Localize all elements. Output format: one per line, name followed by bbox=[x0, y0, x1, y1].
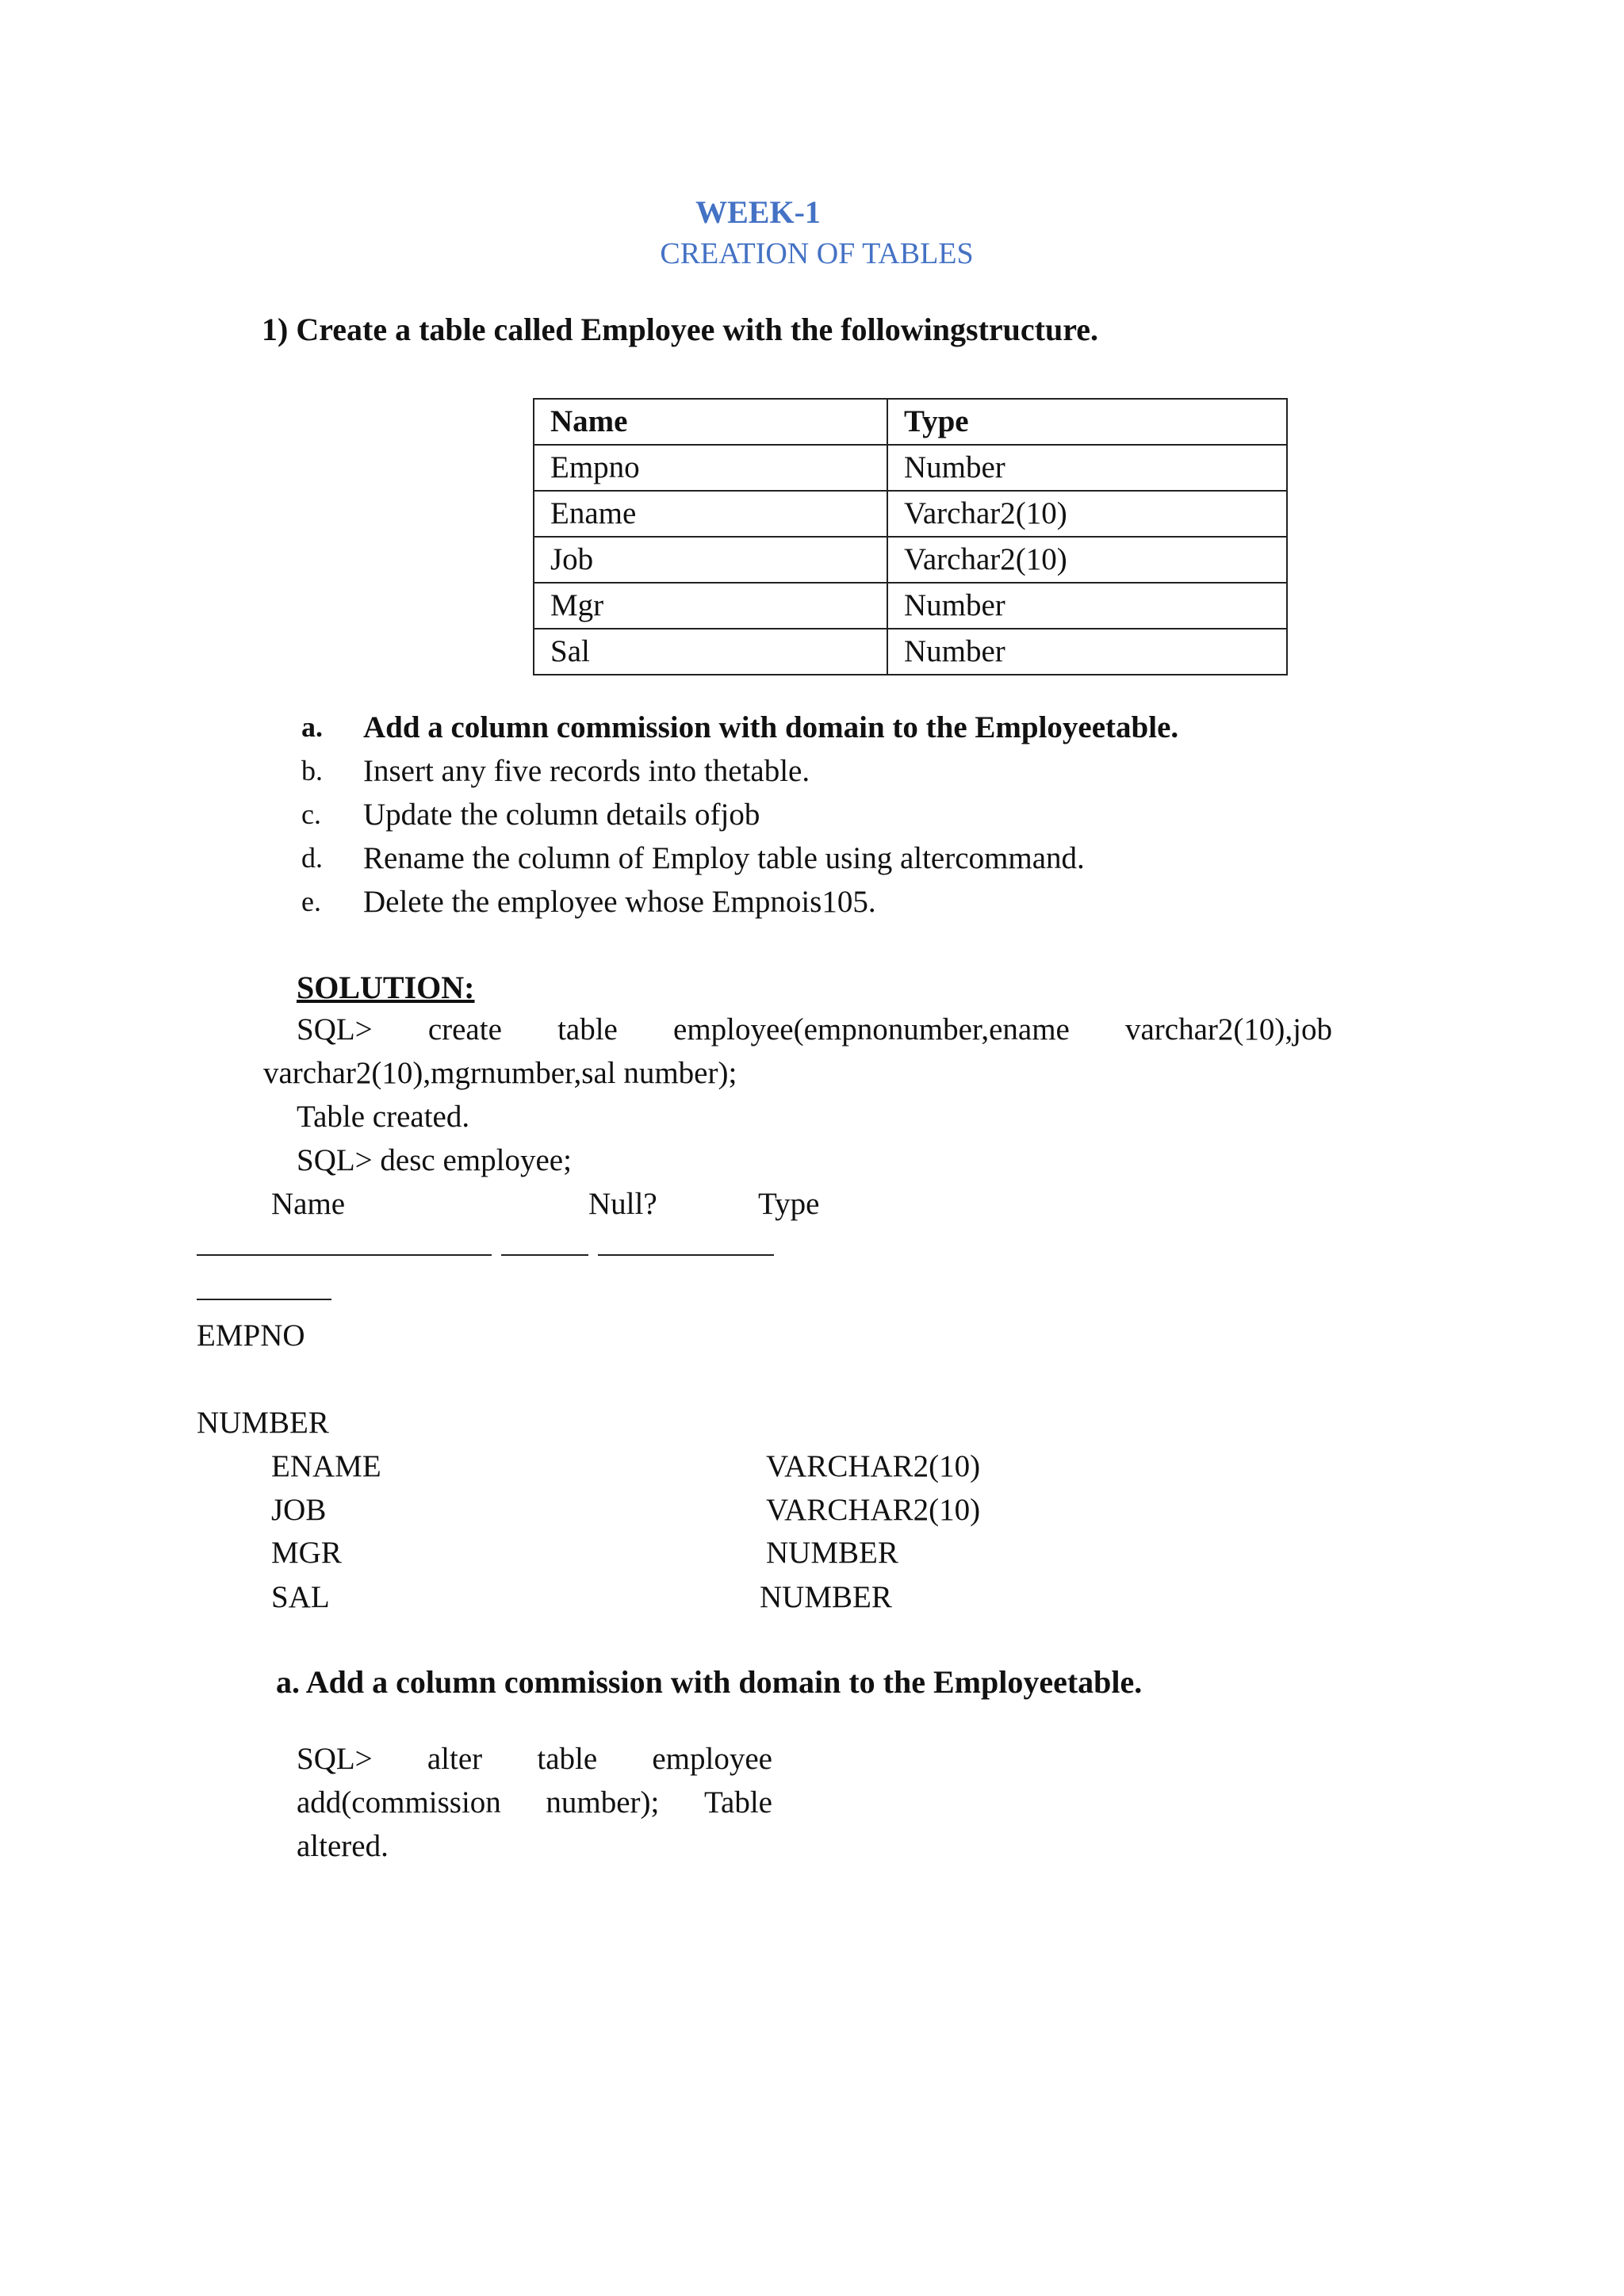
desc-row-name: MGR bbox=[271, 1536, 342, 1570]
table-row bbox=[534, 445, 1287, 491]
sql-desc-statement: SQL> desc employee; bbox=[297, 1143, 572, 1177]
sql-word: alter bbox=[427, 1742, 483, 1776]
task-list bbox=[301, 706, 1178, 924]
desc-row-type: NUMBER bbox=[197, 1406, 329, 1440]
part-a-heading: a. Add a column commission with domain to the Employeetable. bbox=[276, 1664, 1143, 1700]
list-item-text: Update the column details ofjob bbox=[363, 798, 760, 832]
table-header-row bbox=[534, 399, 1287, 445]
question-heading: 1) Create a table called Employee with the followingstructure. bbox=[262, 312, 1099, 347]
list-item-text: Add a column commission with domain to the Employeetable. bbox=[363, 710, 1179, 744]
list-marker: c. bbox=[301, 798, 321, 830]
sql-word: varchar2(10),job bbox=[1125, 1012, 1332, 1047]
list-item-text: Delete the employee whose Empnois105. bbox=[363, 885, 876, 919]
list-marker: e. bbox=[301, 886, 321, 917]
sql-alter-line-3: altered. bbox=[297, 1829, 389, 1863]
sql-alter-line-2 bbox=[297, 1785, 772, 1820]
desc-header-null: Null? bbox=[588, 1187, 657, 1221]
desc-row-name: EMPNO bbox=[197, 1318, 305, 1353]
list-item-text: Insert any five records into thetable. bbox=[363, 754, 810, 788]
desc-header-type: Type bbox=[758, 1187, 820, 1221]
desc-row-name: ENAME bbox=[271, 1449, 381, 1483]
list-item bbox=[301, 836, 1178, 880]
sql-word: number); bbox=[546, 1785, 660, 1820]
page-subtitle: CREATION OF TABLES bbox=[660, 237, 974, 270]
table-cell: Empno bbox=[534, 445, 887, 491]
dashed-rule bbox=[197, 1299, 331, 1300]
list-marker: a. bbox=[301, 711, 323, 743]
dashed-rule bbox=[598, 1254, 774, 1256]
page-title: WEEK-1 bbox=[695, 194, 821, 230]
table-cell: Job bbox=[534, 537, 887, 583]
table-cell: Number bbox=[887, 629, 1287, 675]
desc-row-name: SAL bbox=[271, 1580, 330, 1614]
sql-word: table bbox=[557, 1012, 618, 1047]
list-marker: d. bbox=[301, 842, 323, 874]
desc-row-type: NUMBER bbox=[766, 1536, 898, 1570]
table-cell: Number bbox=[887, 445, 1287, 491]
sql-word: SQL> bbox=[297, 1742, 373, 1776]
desc-header-name: Name bbox=[271, 1187, 346, 1221]
desc-row-type: VARCHAR2(10) bbox=[766, 1449, 981, 1483]
sql-word: create bbox=[427, 1012, 502, 1047]
sql-word: table bbox=[537, 1742, 598, 1776]
list-item-text: Rename the column of Employ table using altercommand. bbox=[363, 841, 1085, 875]
desc-row-type: NUMBER bbox=[760, 1580, 892, 1614]
sql-output-table-created: Table created. bbox=[297, 1100, 470, 1134]
table-cell: Varchar2(10) bbox=[887, 491, 1287, 537]
table-cell: Number bbox=[887, 583, 1287, 629]
desc-row-name: JOB bbox=[271, 1493, 327, 1527]
table-cell: Mgr bbox=[534, 583, 887, 629]
dashed-rule bbox=[197, 1254, 492, 1256]
table-row bbox=[534, 629, 1287, 675]
sql-word: Table bbox=[703, 1785, 772, 1820]
table-row bbox=[534, 491, 1287, 537]
dashed-rule bbox=[501, 1254, 588, 1256]
list-item bbox=[301, 880, 1178, 924]
desc-row-type: VARCHAR2(10) bbox=[766, 1493, 981, 1527]
sql-alter-line-1 bbox=[297, 1741, 772, 1777]
table-header-cell: Name bbox=[534, 399, 887, 445]
table-row bbox=[534, 537, 1287, 583]
sql-word: SQL> bbox=[297, 1012, 373, 1047]
table-cell: Varchar2(10) bbox=[887, 537, 1287, 583]
sql-word: employee(empnonumber,ename bbox=[673, 1012, 1070, 1047]
sql-word: add(commission bbox=[297, 1785, 501, 1820]
employee-structure-table bbox=[533, 398, 1288, 675]
list-item bbox=[301, 706, 1178, 749]
sql-create-statement bbox=[297, 1012, 1332, 1047]
list-item bbox=[301, 793, 1178, 836]
table-cell: Sal bbox=[534, 629, 887, 675]
sql-word: employee bbox=[652, 1742, 772, 1776]
solution-heading: SOLUTION: bbox=[297, 970, 475, 1005]
table-header-cell: Type bbox=[887, 399, 1287, 445]
list-item bbox=[301, 749, 1178, 793]
table-cell: Ename bbox=[534, 491, 887, 537]
list-marker: b. bbox=[301, 755, 323, 786]
sql-create-continuation: varchar2(10),mgrnumber,sal number); bbox=[263, 1056, 737, 1090]
table-row bbox=[534, 583, 1287, 629]
